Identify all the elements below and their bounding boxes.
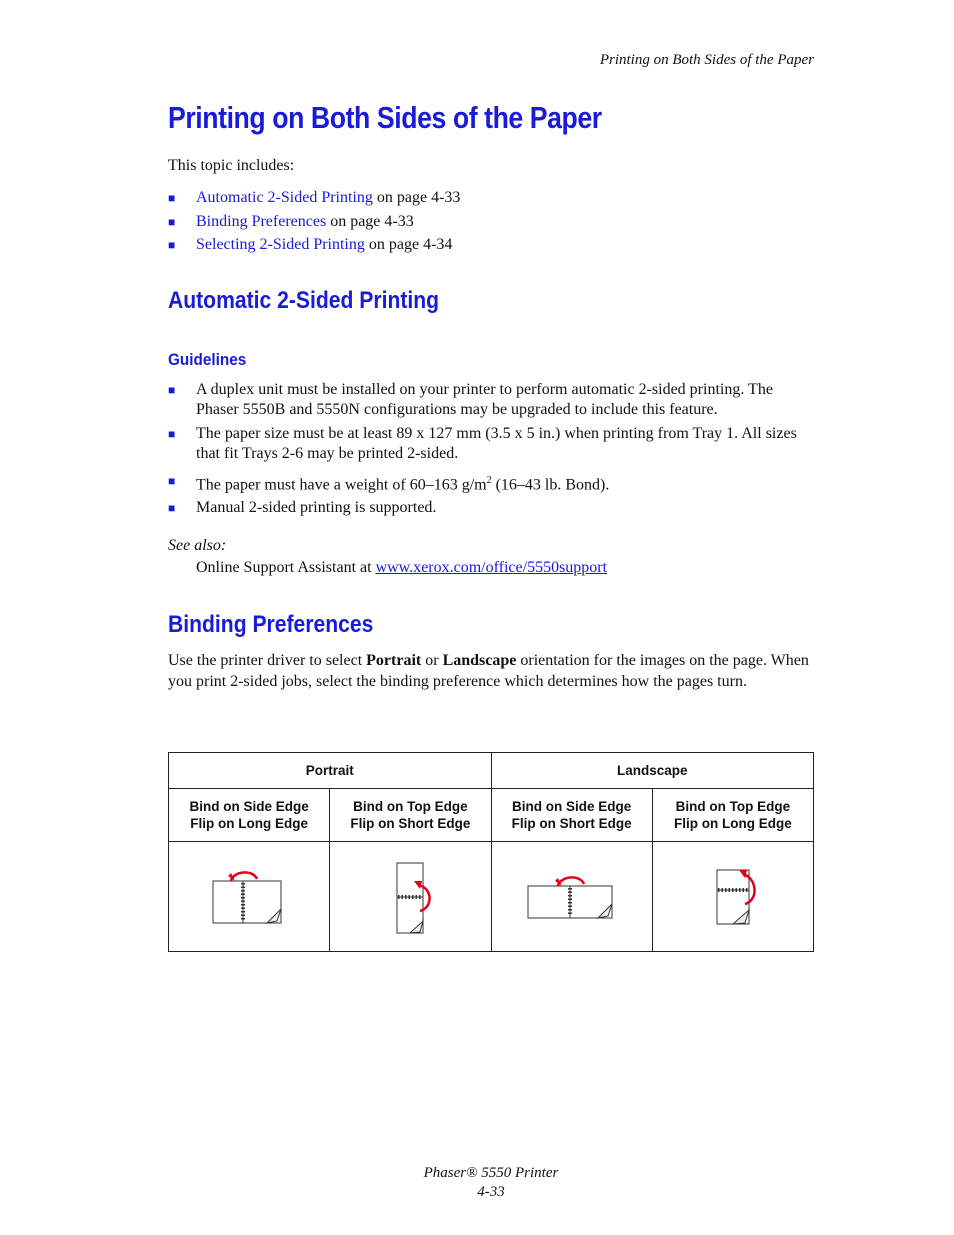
guideline-text: A duplex unit must be installed on your printer to perform automatic 2-sided printing. The Phaser 5550B and 5550N configurations may be upgraded to include this feature. xyxy=(196,381,773,418)
guidelines-list xyxy=(168,380,818,522)
option-line: Flip on Short Edge xyxy=(350,816,471,831)
topic-page: on page 4-33 xyxy=(326,212,414,230)
guideline-item xyxy=(168,471,818,495)
bullet-square-icon: ■ xyxy=(168,191,176,205)
option-cell xyxy=(330,789,491,842)
guideline-item xyxy=(168,424,818,464)
bullet-square-icon: ■ xyxy=(168,501,176,516)
landscape-top-bind-icon xyxy=(703,862,763,932)
binding-paragraph xyxy=(168,651,816,692)
online-support-line xyxy=(196,559,607,577)
bullet-square-icon: ■ xyxy=(168,214,176,229)
see-also-label: See also: xyxy=(168,537,227,554)
para-bold-landscape: Landscape xyxy=(442,652,517,669)
topic-page: on page 4-33 xyxy=(372,189,461,206)
topic-list xyxy=(168,188,818,259)
bullet-square-icon: ■ xyxy=(168,238,176,252)
support-link[interactable]: www.xerox.com/office/5550support xyxy=(375,559,608,576)
header-portrait: Portrait xyxy=(169,753,492,789)
option-cell xyxy=(491,789,652,842)
section-heading-automatic: Automatic 2-Sided Printing xyxy=(168,287,440,314)
page-footer xyxy=(0,1164,954,1202)
intro-text: This topic includes: xyxy=(168,157,295,174)
option-line: Bind on Top Edge xyxy=(675,799,791,814)
para-text: Use the printer driver to select xyxy=(168,652,367,669)
portrait-top-bind-icon xyxy=(380,857,440,937)
superscript: 2 xyxy=(486,474,492,486)
option-line: Bind on Side Edge xyxy=(511,799,632,814)
option-line: Flip on Long Edge xyxy=(674,816,792,831)
section-heading-binding: Binding Preferences xyxy=(168,611,374,638)
page-title: Printing on Both Sides of the Paper xyxy=(168,100,602,135)
option-line: Flip on Long Edge xyxy=(190,816,308,831)
subheading-guidelines: Guidelines xyxy=(168,350,247,369)
topic-item xyxy=(168,235,818,255)
icon-cell xyxy=(330,842,491,952)
para-bold-portrait: Portrait xyxy=(366,652,422,669)
guideline-text: (16–43 lb. Bond). xyxy=(491,475,610,493)
topic-item xyxy=(168,212,818,232)
topic-item xyxy=(168,188,818,208)
option-cell xyxy=(169,789,330,842)
topic-link[interactable]: Selecting 2-Sided Printing xyxy=(196,236,365,253)
guideline-text: Manual 2-sided printing is supported. xyxy=(196,499,437,517)
guideline-text: The paper must have a weight of 60–163 g/m xyxy=(196,475,487,493)
option-line: Bind on Side Edge xyxy=(189,799,309,814)
topic-link[interactable]: Binding Preferences xyxy=(196,212,327,230)
bullet-square-icon: ■ xyxy=(168,426,176,441)
bullet-square-icon: ■ xyxy=(168,383,176,397)
footer-page-number: 4-33 xyxy=(477,1184,505,1200)
option-cell xyxy=(652,789,813,842)
icon-cell xyxy=(169,842,330,952)
topic-page: on page 4-34 xyxy=(364,236,453,253)
landscape-side-bind-icon xyxy=(524,872,620,922)
para-text: orientation for the images on the page. When you print 2-sided jobs, select the binding preference which determines how the pages turn. xyxy=(168,652,809,690)
guideline-item xyxy=(168,380,818,420)
running-header: Printing on Both Sides of the Paper xyxy=(599,52,814,68)
para-text: or xyxy=(421,652,443,669)
topic-link[interactable]: Automatic 2-Sided Printing xyxy=(196,189,373,206)
portrait-side-bind-icon xyxy=(209,867,289,927)
option-line: Flip on Short Edge xyxy=(511,816,632,831)
guideline-item xyxy=(168,498,818,518)
binding-table xyxy=(168,752,814,952)
footer-product: Phaser® 5550 Printer xyxy=(423,1165,559,1181)
guideline-text: The paper size must be at least 89 x 127 mm (3.5 x 5 in.) when printing from Tray 1. All sizes that fit Trays 2-6 may be printed 2-sided. xyxy=(196,424,797,462)
icon-cell xyxy=(652,842,813,952)
online-support-text: Online Support Assistant at xyxy=(196,559,376,576)
header-landscape: Landscape xyxy=(491,753,814,789)
bullet-square-icon: ■ xyxy=(168,473,176,488)
option-line: Bind on Top Edge xyxy=(353,799,468,814)
icon-cell xyxy=(491,842,652,952)
